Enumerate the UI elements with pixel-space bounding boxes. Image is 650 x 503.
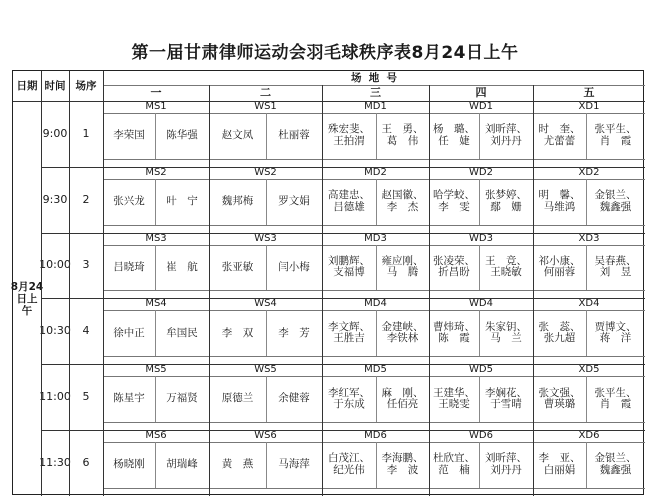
player-cell: 明 馨、 马维鸿 xyxy=(538,189,581,213)
player-cell: 刘昕萍、 刘丹丹 xyxy=(485,452,527,476)
page-title: 第一届甘肃律师运动会羽毛球秩序表8月24日上午 xyxy=(131,43,519,63)
player-cell: 金银兰、 魏鑫强 xyxy=(594,189,637,213)
event-label: XD4 xyxy=(578,298,600,310)
grid-line-h xyxy=(103,245,645,246)
event-label: WS4 xyxy=(254,298,277,310)
event-label: XD1 xyxy=(578,101,600,112)
court-header-1: 一 xyxy=(150,86,162,99)
match-order-1: 1 xyxy=(82,126,90,140)
player-cell: 贾博文、 蒋 洋 xyxy=(594,320,637,345)
match-time-2: 9:30 xyxy=(42,192,68,206)
match-time-4: 10:30 xyxy=(39,324,71,338)
player-cell: 马海萍 xyxy=(278,458,310,471)
player-cell: 赵文凤 xyxy=(221,129,254,142)
player-cell: 牟国民 xyxy=(166,326,198,339)
player-cell: 王建华、 王晓雯 xyxy=(433,386,475,411)
event-label: MD5 xyxy=(364,364,387,376)
player-cell: 张平生、 肖 霞 xyxy=(594,123,637,147)
court-header-4: 四 xyxy=(475,86,487,99)
grid-line-h xyxy=(103,113,645,114)
player-cell: 张文强、 曹瑛璐 xyxy=(538,386,581,411)
player-cell: 刘鹏辉、 支福博 xyxy=(328,254,370,279)
player-cell: 张亚敏 xyxy=(221,260,254,273)
grid-line-v xyxy=(479,310,480,356)
grid-line-v xyxy=(266,376,267,422)
event-label: WD4 xyxy=(469,298,493,310)
player-cell: 金银兰、 魏鑫强 xyxy=(594,452,637,476)
player-cell: 张兴龙 xyxy=(113,194,145,207)
grid-line-v xyxy=(586,376,587,422)
grid-line-v xyxy=(586,113,587,159)
player-cell: 金建峡、 李铁林 xyxy=(381,320,424,345)
player-cell: 赵国徽、 李 杰 xyxy=(381,189,424,213)
grid-line-v xyxy=(533,85,534,496)
player-cell: 原德兰 xyxy=(221,392,254,405)
event-label: WD5 xyxy=(469,364,493,376)
court-header-2: 二 xyxy=(260,86,271,99)
player-cell: 魏邦梅 xyxy=(221,194,254,207)
grid-line-v xyxy=(209,85,210,496)
grid-line-v xyxy=(376,113,377,159)
grid-line-h xyxy=(103,310,645,311)
player-cell: 李荣国 xyxy=(113,129,145,142)
player-cell: 张平生、 肖 霞 xyxy=(594,386,637,411)
event-label: XD6 xyxy=(578,430,600,441)
grid-line-v xyxy=(155,376,156,422)
grid-line-h xyxy=(41,167,645,168)
player-cell: 高建忠、 吕德雄 xyxy=(328,189,370,213)
player-cell: 王 勇、 葛 伟 xyxy=(381,123,424,147)
court-header-5: 五 xyxy=(583,86,595,99)
player-cell: 张梦婷、 鄢 姗 xyxy=(485,189,527,213)
event-label: WD3 xyxy=(469,232,493,244)
grid-line-v xyxy=(155,245,156,291)
grid-line-h xyxy=(13,101,645,102)
player-cell: 崔 航 xyxy=(166,260,198,273)
player-cell: 李海鹏、 李 波 xyxy=(381,452,424,476)
date-label: 8月24 日上 午 xyxy=(10,280,44,317)
grid-line-v xyxy=(155,179,156,225)
grid-line-v xyxy=(376,376,377,422)
event-label: XD5 xyxy=(578,364,600,376)
grid-line-h xyxy=(41,298,645,299)
grid-line-v xyxy=(376,442,377,488)
player-cell: 李娴花、 于雪晴 xyxy=(485,386,527,411)
event-label: MS6 xyxy=(145,430,167,441)
grid-line-h xyxy=(103,179,645,180)
grid-line-v xyxy=(266,310,267,356)
grid-line-h xyxy=(41,364,645,365)
match-order-6: 6 xyxy=(82,455,90,469)
player-cell: 余健蓉 xyxy=(278,392,310,405)
grid-line-v xyxy=(376,310,377,356)
grid-line-v xyxy=(586,179,587,225)
player-cell: 李红军、 于东成 xyxy=(328,386,370,411)
header-venue: 场 地 号 xyxy=(350,72,398,84)
grid-line-v xyxy=(155,113,156,159)
grid-line-v xyxy=(586,245,587,291)
player-cell: 白茂江、 纪光伟 xyxy=(328,452,370,476)
match-order-5: 5 xyxy=(82,390,90,404)
event-label: MD4 xyxy=(364,298,387,310)
player-cell: 殊宏斐、 王拍渭 xyxy=(328,123,370,147)
player-cell: 杜欣宜、 范 楠 xyxy=(433,452,475,476)
player-cell: 徐中正 xyxy=(113,326,145,339)
grid-line-h xyxy=(103,356,645,357)
event-label: WS5 xyxy=(254,364,277,376)
player-cell: 李 芳 xyxy=(278,326,310,339)
player-cell: 李文辉、 王胜吉 xyxy=(328,320,370,345)
event-label: XD2 xyxy=(578,166,600,178)
header-date: 日期 xyxy=(16,80,38,92)
grid-line-v xyxy=(479,245,480,291)
grid-line-h xyxy=(103,159,645,160)
match-order-3: 3 xyxy=(82,258,90,272)
grid-line-v xyxy=(69,71,70,496)
player-cell: 张 蕊、 张九超 xyxy=(538,320,581,345)
grid-line-v xyxy=(41,71,42,496)
event-label: MD6 xyxy=(364,430,387,441)
match-time-5: 11:00 xyxy=(39,390,71,404)
player-cell: 雍应刚、 马 腾 xyxy=(381,254,424,279)
player-cell: 时 奎、 尤蕾蕾 xyxy=(538,123,581,147)
grid-line-v xyxy=(586,310,587,356)
grid-line-v xyxy=(322,85,323,496)
player-cell: 杨 璐、 任 婕 xyxy=(433,123,475,147)
event-label: WD1 xyxy=(469,101,493,112)
player-cell: 李 双 xyxy=(221,326,254,339)
player-cell: 杨晓刚 xyxy=(113,458,145,471)
grid-line-v xyxy=(155,310,156,356)
player-cell: 哈学蛟、 李 雯 xyxy=(433,189,475,213)
event-label: MS4 xyxy=(145,298,167,310)
player-cell: 陈星宇 xyxy=(113,392,145,405)
grid-line-h xyxy=(103,488,645,489)
grid-line-h xyxy=(103,442,645,443)
event-label: MS3 xyxy=(145,232,167,244)
player-cell: 朱家钥、 马 兰 xyxy=(485,320,527,345)
player-cell: 刘昕萍、 刘丹丹 xyxy=(485,123,527,147)
header-time: 时间 xyxy=(44,80,66,92)
event-label: MD1 xyxy=(364,101,387,112)
player-cell: 王 竞、 王晓敏 xyxy=(485,254,527,279)
grid-line-v xyxy=(429,85,430,496)
player-cell: 罗文娟 xyxy=(278,194,310,207)
player-cell: 吕晓琦 xyxy=(113,260,145,273)
grid-line-v xyxy=(376,179,377,225)
event-label: MD3 xyxy=(364,232,387,244)
player-cell: 万福贤 xyxy=(166,392,198,405)
grid-line-v xyxy=(586,442,587,488)
header-order: 场序 xyxy=(75,80,97,92)
event-label: WS1 xyxy=(254,101,277,112)
grid-line-h xyxy=(41,430,645,431)
grid-line-v xyxy=(479,442,480,488)
grid-line-v xyxy=(155,442,156,488)
grid-line-h xyxy=(103,422,645,423)
event-label: MS5 xyxy=(145,364,167,376)
event-label: MS2 xyxy=(145,166,167,178)
court-header-3: 三 xyxy=(370,86,381,99)
grid-line-v xyxy=(479,179,480,225)
player-cell: 叶 宁 xyxy=(166,194,198,207)
grid-line-v xyxy=(266,179,267,225)
grid-line-h xyxy=(103,290,645,291)
player-cell: 李 亚、 白丽娟 xyxy=(538,452,581,476)
event-label: MS1 xyxy=(145,101,167,112)
grid-line-h xyxy=(103,376,645,377)
match-order-4: 4 xyxy=(82,324,90,338)
grid-line-v xyxy=(103,71,104,496)
event-label: WD6 xyxy=(469,430,493,441)
grid-line-v xyxy=(266,245,267,291)
grid-line-v xyxy=(266,113,267,159)
grid-line-v xyxy=(376,245,377,291)
schedule-table xyxy=(12,70,644,495)
grid-line-v xyxy=(266,442,267,488)
event-label: WS3 xyxy=(254,232,277,244)
grid-line-v xyxy=(479,113,480,159)
match-order-2: 2 xyxy=(82,192,90,206)
player-cell: 张凌荣、 折昌盼 xyxy=(433,254,475,279)
event-label: WD2 xyxy=(469,166,493,178)
grid-line-h xyxy=(103,85,645,86)
player-cell: 黄 燕 xyxy=(221,458,254,471)
match-time-3: 10:00 xyxy=(39,258,71,272)
player-cell: 曹炜琦、 陈 霞 xyxy=(433,320,475,345)
event-label: MD2 xyxy=(364,166,387,178)
grid-line-v xyxy=(479,376,480,422)
player-cell: 胡瑞峰 xyxy=(166,458,198,471)
match-time-6: 11:30 xyxy=(39,455,71,469)
event-label: WS2 xyxy=(254,166,277,178)
event-label: WS6 xyxy=(254,430,277,441)
player-cell: 陈华强 xyxy=(166,129,198,142)
player-cell: 闫小梅 xyxy=(278,260,310,273)
player-cell: 吴春燕、 刘 昱 xyxy=(594,254,637,279)
player-cell: 祁小康、 何丽蓉 xyxy=(538,254,581,279)
match-time-1: 9:00 xyxy=(42,126,68,140)
player-cell: 杜丽蓉 xyxy=(278,129,310,142)
event-label: XD3 xyxy=(578,232,600,244)
player-cell: 麻 刚、 任佰亮 xyxy=(381,386,424,411)
grid-line-h xyxy=(41,233,645,234)
grid-line-h xyxy=(103,225,645,226)
